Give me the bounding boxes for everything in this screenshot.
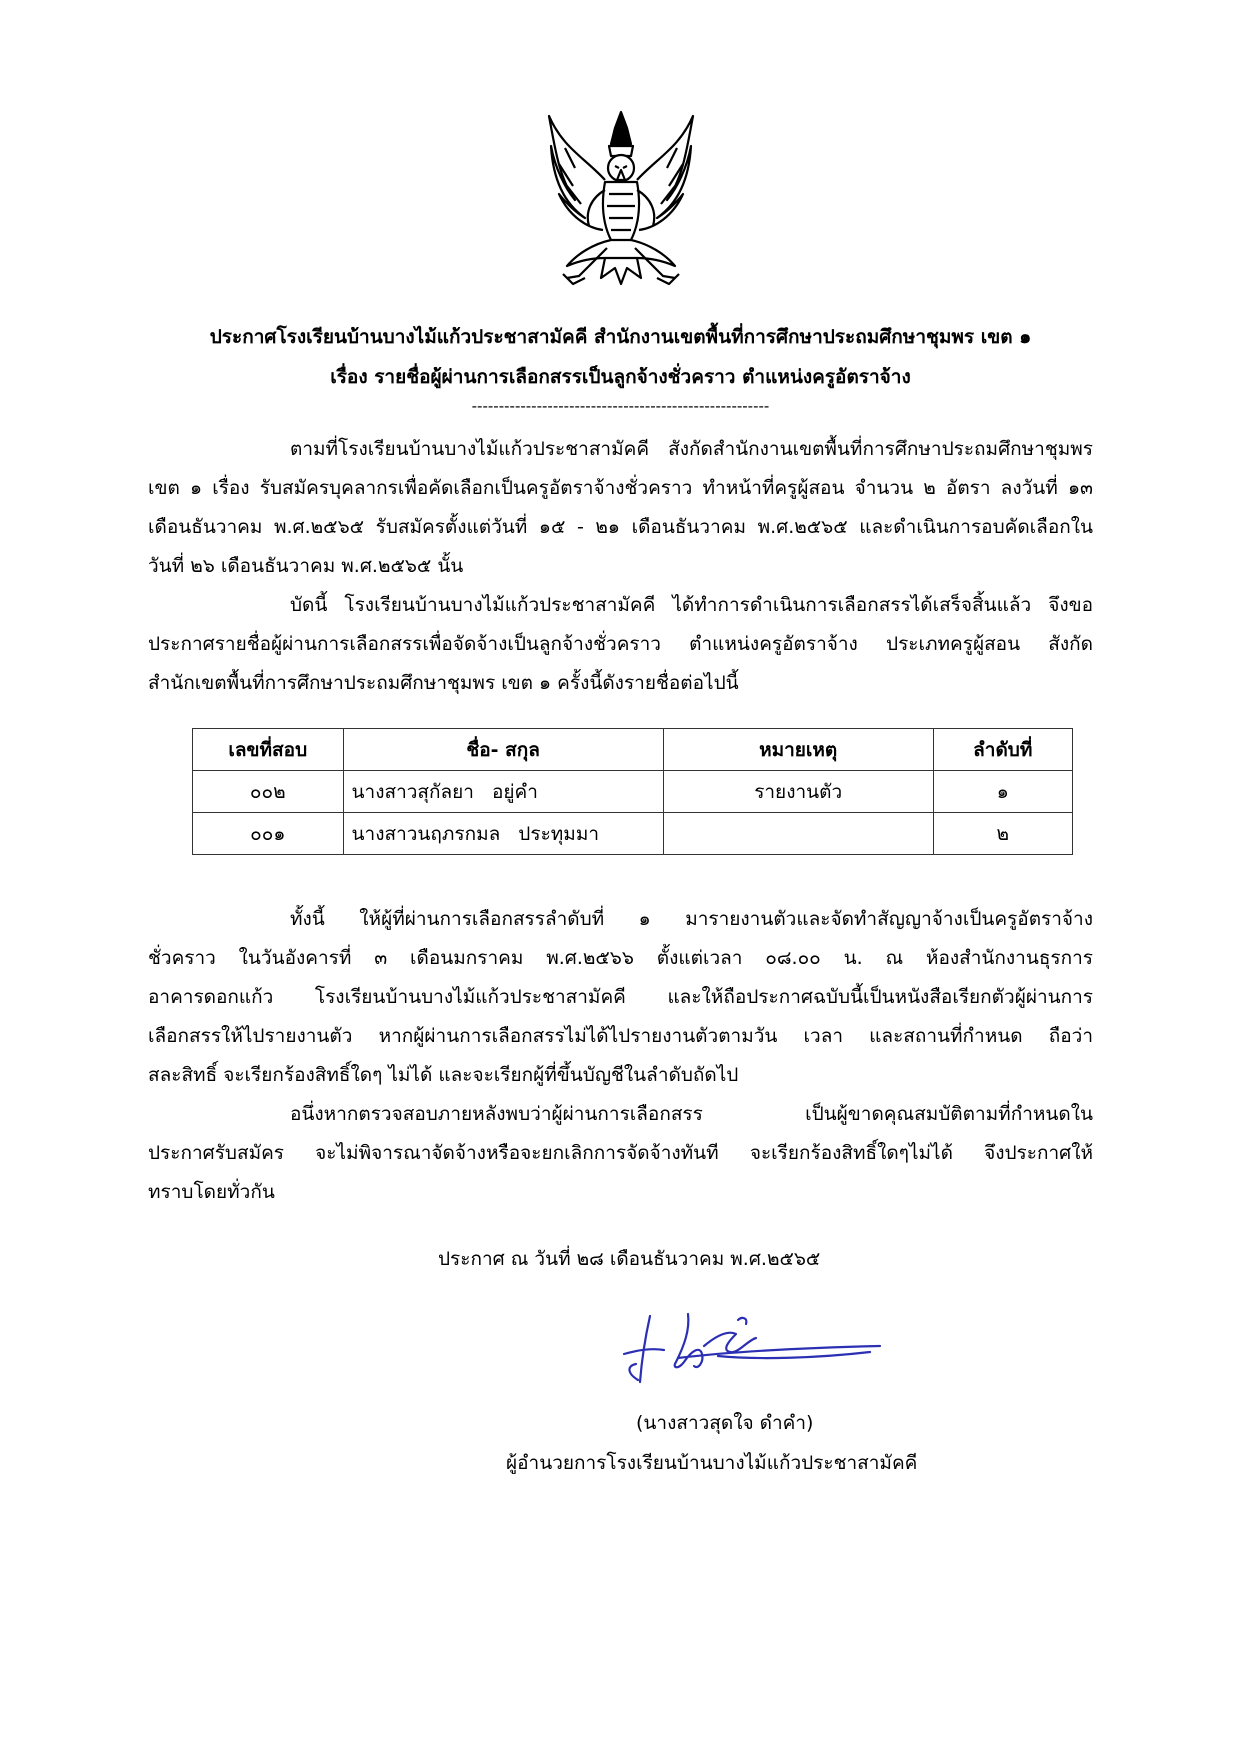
- para2-line: บัดนี้ โรงเรียนบ้านบางไม้แก้วประชาสามัคคี ได้ทำการดำเนินการเลือกสรรได้เสร็จสิ้นแล้ว จึงขอ: [290, 594, 1093, 616]
- para1-line: เดือนธันวาคม พ.ศ.๒๕๖๕ รับสมัครตั้งแต่วันที่ ๑๕ - ๒๑ เดือนธันวาคม พ.ศ.๒๕๖๕ และดำเนินการอบคัดเลือกใน: [148, 516, 1093, 538]
- cell-name: [343, 771, 663, 813]
- table-row: [193, 771, 1073, 813]
- para4-line: อนึ่งหากตรวจสอบภายหลังพบว่าผู้ผ่านการเลือกสรร เป็นผู้ขาดคุณสมบัติตามที่กำหนดใน: [290, 1103, 1093, 1125]
- announcement-title: ประกาศโรงเรียนบ้านบางไม้แก้วประชาสามัคคี สำนักงานเขตพื้นที่การศึกษาประถมศึกษาชุมพร เขต ๑: [209, 326, 1032, 348]
- candidate-table: [192, 728, 1073, 855]
- para2-line: สำนักเขตพื้นที่การศึกษาประถมศึกษาชุมพร เขต ๑ ครั้งนี้ดังรายชื่อต่อไปนี้: [148, 672, 739, 694]
- signer-position: ผู้อำนวยการโรงเรียนบ้านบางไม้แก้วประชาสามัคคี: [506, 1452, 918, 1474]
- cell-note: รายงานตัว: [663, 771, 933, 813]
- header-exam-no: เลขที่สอบ: [193, 729, 344, 771]
- cell-rank: ๒: [933, 813, 1072, 855]
- signer-name: (นางสาวสุดใจ ดำคำ): [636, 1412, 814, 1434]
- para1-line: ตามที่โรงเรียนบ้านบางไม้แก้วประชาสามัคคี สังกัดสำนักงานเขตพื้นที่การศึกษาประถมศึกษาชุมพร: [290, 438, 1093, 460]
- para2-line: ประกาศรายชื่อผู้ผ่านการเลือกสรรเพื่อจัดจ้างเป็นลูกจ้างชั่วคราว ตำแหน่งครูอัตราจ้าง ประเภทครูผู้สอน สังกัด: [148, 633, 1093, 655]
- signature-image: [618, 1310, 888, 1390]
- table-header-row: [193, 729, 1073, 771]
- header-rank: ลำดับที่: [933, 729, 1072, 771]
- cell-last-name: ประทุมมา: [518, 822, 600, 845]
- para1-line: เขต ๑ เรื่อง รับสมัครบุคลากรเพื่อคัดเลือกเป็นครูอัตราจ้างชั่วคราว ทำหน้าที่ครูผู้สอน จำนวน ๒ อัตรา ลงวันที่ ๑๓: [148, 477, 1093, 499]
- cell-rank: ๑: [933, 771, 1072, 813]
- para4-line: ประกาศรับสมัคร จะไม่พิจารณาจัดจ้างหรือจะยกเลิกการจัดจ้างทันที จะเรียกร้องสิทธิ์ใดๆไม่ได้ จึงประกาศให้: [148, 1142, 1093, 1164]
- cell-name: [343, 813, 663, 855]
- para1-line: วันที่ ๒๖ เดือนธันวาคม พ.ศ.๒๕๖๕ นั้น: [148, 555, 464, 577]
- announcement-subject: เรื่อง รายชื่อผู้ผ่านการเลือกสรรเป็นลูกจ้างชั่วคราว ตำแหน่งครูอัตราจ้าง: [330, 366, 911, 388]
- para3-line: ทั้งนี้ ให้ผู้ที่ผ่านการเลือกสรรลำดับที่ ๑ มารายงานตัวและจัดทำสัญญาจ้างเป็นครูอัตราจ้าง: [290, 908, 1093, 930]
- para3-line: ชั่วคราว ในวันอังคารที่ ๓ เดือนมกราคม พ.ศ.๒๕๖๖ ตั้งแต่เวลา ๐๘.๐๐ น. ณ ห้องสำนักงานธุรการ: [148, 947, 1094, 969]
- garuda-emblem-icon: [545, 108, 697, 288]
- cell-first-name: นางสาวนฤภรกมล: [351, 822, 501, 845]
- title-separator: -------------------------------------------------------: [471, 397, 770, 415]
- para3-line: สละสิทธิ์ จะเรียกร้องสิทธิ์ใดๆ ไม่ได้ และจะเรียกผู้ที่ขึ้นบัญชีในลำดับถัดไป: [148, 1064, 739, 1086]
- para3-line: อาคารดอกแก้ว โรงเรียนบ้านบางไม้แก้วประชาสามัคคี และให้ถือประกาศฉบับนี้เป็นหนังสือเรียกตัวผู้ผ่านการ: [148, 986, 1093, 1008]
- para4-line: ทราบโดยทั่วกัน: [148, 1181, 275, 1203]
- cell-note: [663, 813, 933, 855]
- announcement-date: ประกาศ ณ วันที่ ๒๘ เดือนธันวาคม พ.ศ.๒๕๖๕: [438, 1248, 821, 1270]
- para3-line: เลือกสรรให้ไปรายงานตัว หากผู้ผ่านการเลือกสรรไม่ได้ไปรายงานตัวตามวัน เวลา และสถานที่กำหนด ถือว่า: [148, 1025, 1093, 1047]
- header-note: หมายเหตุ: [663, 729, 933, 771]
- cell-first-name: นางสาวสุกัลยา: [351, 780, 474, 803]
- cell-last-name: อยู่คำ: [491, 780, 538, 803]
- table-row: [193, 813, 1073, 855]
- cell-exam-no: ๐๐๒: [193, 771, 344, 813]
- cell-exam-no: ๐๐๑: [193, 813, 344, 855]
- header-name: ชื่อ- สกุล: [343, 729, 663, 771]
